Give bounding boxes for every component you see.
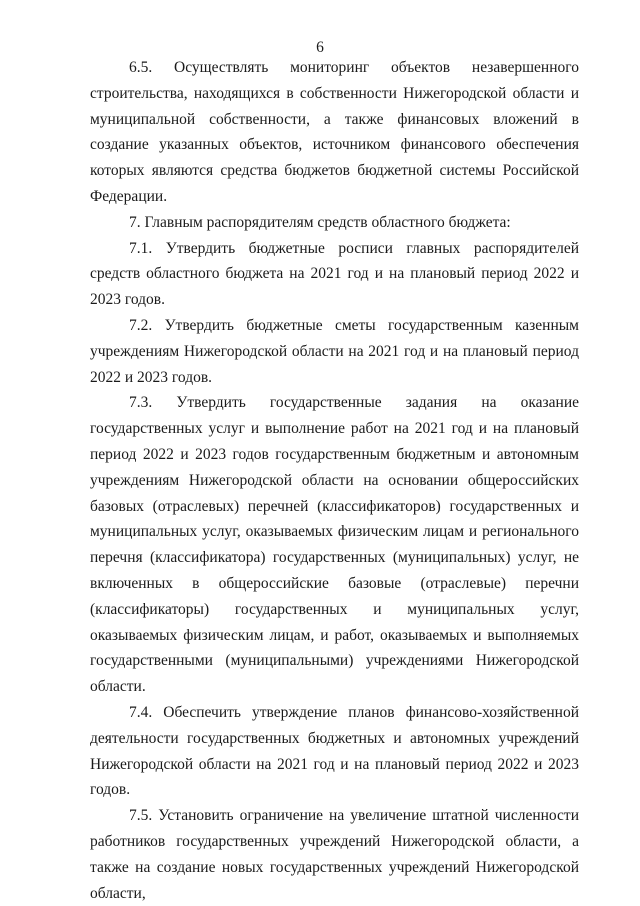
paragraph-7: 7. Главным распорядителям средств областного бюджета: [129, 213, 511, 231]
paragraph-7-3: 7.3. Утвердить государственные задания на оказание государственных услуг и выполнение работ на 2021 год и на плановый период 2022 и 2023 годов государственным бюджетным и автономным учреждениям Нижегородской области на основании общероссийских базовых (отраслевых) перечней (классификаторов) государственных и муниципальных услуг, оказываемых физическим лицам и регионального перечня (классификатора) государственных (муниципальных) услуг, не включенных в общероссийские базовые (отраслевые) перечни (классификаторы) государственных и муниципальных услуг, оказываемых физическим лицам, и работ, оказываемых и выполняемых государственными (муниципальными) учреждениями Нижегородской области. [90, 394, 579, 696]
page-number: 6 [316, 39, 324, 56]
paragraph-7-4: 7.4. Обеспечить утверждение планов финансово-хозяйственной деятельности государственных бюджетных и автономных учреждений Нижегородской области на 2021 год и на плановый период 2022 и 2023 годов. [90, 703, 579, 799]
paragraph-7-1: 7.1. Утвердить бюджетные росписи главных распорядителей средств областного бюджета на 2021 год и на плановый период 2022 и 2023 годов. [90, 239, 579, 309]
paragraph-7-2: 7.2. Утвердить бюджетные сметы государственным казенным учреждениям Нижегородской области на 2021 год и на плановый период 2022 и 2023 годов. [90, 316, 579, 386]
document-body [90, 55, 579, 906]
paragraph-7-5: 7.5. Установить ограничение на увеличение штатной численности работников государственных учреждений Нижегородской области, а также на создание новых государственных учреждений Нижегородской области, [90, 807, 579, 902]
paragraph-6-5: 6.5. Осуществлять мониторинг объектов незавершенного строительства, находящихся в собственности Нижегородской области и муниципальной собственности, а также финансовых вложений в создание указанных объектов, источником финансового обеспечения которых являются средства бюджетов бюджетной системы Российской Федерации. [90, 59, 579, 205]
